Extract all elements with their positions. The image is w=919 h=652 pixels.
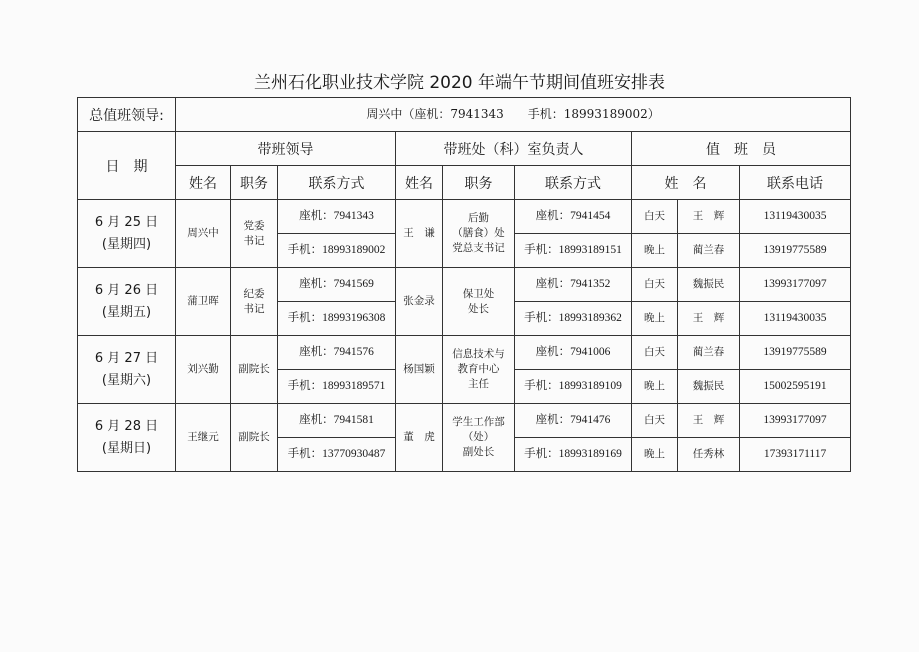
duty-shift: 晚上: [632, 438, 678, 472]
document-title: 兰州石化职业技术学院 2020 年端午节期间值班安排表: [253, 73, 666, 93]
office-position: 学生工作部 （处） 副处长: [443, 404, 515, 472]
duty-phone: 13119430035: [740, 302, 851, 336]
leader-landline: 座机：7941343: [278, 200, 396, 234]
date-cell: [78, 404, 176, 472]
office-position: 信息技术与 教育中心 主任: [443, 336, 515, 404]
date-cell: [78, 268, 176, 336]
duty-phone: 13119430035: [740, 200, 851, 234]
day-row: [78, 404, 851, 438]
duty-phone: 13919775589: [740, 234, 851, 268]
date-text: 6 月 27 日: [94, 350, 159, 366]
leader-mobile: 手机：18993189571: [278, 370, 396, 404]
office-mobile: 手机：18993189151: [515, 234, 632, 268]
group-header-row: [78, 132, 851, 166]
leader-position: 党委 书记: [231, 200, 278, 268]
date-text: 6 月 28 日: [94, 418, 159, 434]
leader-position: 副院长: [231, 336, 278, 404]
date-text: 6 月 25 日: [94, 214, 159, 230]
chief-value: 周兴中（座机：7941343 手机：18993189002）: [176, 98, 851, 132]
duty-shift: 白天: [632, 200, 678, 234]
leader-mobile: 手机：18993196308: [278, 302, 396, 336]
office-landline: 座机：7941352: [515, 268, 632, 302]
duty-phone: 17393171117: [740, 438, 851, 472]
office-position: 保卫处 处长: [443, 268, 515, 336]
date-cell: [78, 200, 176, 268]
date-text: 6 月 26 日: [94, 282, 159, 298]
duty-name: 任秀林: [678, 438, 740, 472]
day-row: [78, 200, 851, 234]
leader-name: 刘兴勤: [176, 336, 231, 404]
office-landline: 座机：7941006: [515, 336, 632, 370]
leader-name: 王继元: [176, 404, 231, 472]
leader-name: 周兴中: [176, 200, 231, 268]
leader-contact-header: 联系方式: [278, 166, 396, 200]
day-row: [78, 268, 851, 302]
date-cell: [78, 336, 176, 404]
duty-phone: 15002595191: [740, 370, 851, 404]
office-mobile: 手机：18993189109: [515, 370, 632, 404]
weekday-text: (星期四): [101, 236, 152, 252]
duty-name: 魏振民: [678, 268, 740, 302]
office-mobile: 手机：18993189362: [515, 302, 632, 336]
office-mobile: 手机：18993189169: [515, 438, 632, 472]
column-header-row: [78, 166, 851, 200]
duty-name: 蔺兰春: [678, 234, 740, 268]
office-landline: 座机：7941476: [515, 404, 632, 438]
duty-name: 蔺兰春: [678, 336, 740, 370]
duty-shift: 晚上: [632, 370, 678, 404]
office-landline: 座机：7941454: [515, 200, 632, 234]
office-contact-header: 联系方式: [515, 166, 632, 200]
duty-schedule-table: [77, 97, 851, 472]
office-name-header: 姓名: [396, 166, 443, 200]
duty-phone: 13993177097: [740, 404, 851, 438]
leader-mobile: 手机：13770930487: [278, 438, 396, 472]
weekday-text: (星期日): [101, 440, 152, 456]
duty-name: 魏振民: [678, 370, 740, 404]
office-position: 后勤 （膳食）处 党总支书记: [443, 200, 515, 268]
duty-group-header: 值 班 员: [632, 132, 851, 166]
leader-name: 蒲卫晖: [176, 268, 231, 336]
duty-name: 王 辉: [678, 404, 740, 438]
duty-phone-header: 联系电话: [740, 166, 851, 200]
leader-position-header: 职务: [231, 166, 278, 200]
office-name: 董 虎: [396, 404, 443, 472]
weekday-text: (星期六): [101, 372, 152, 388]
duty-name-header: 姓 名: [632, 166, 740, 200]
leader-landline: 座机：7941576: [278, 336, 396, 370]
leader-position: 纪委 书记: [231, 268, 278, 336]
day-row: [78, 336, 851, 370]
chief-row: [78, 98, 851, 132]
leader-landline: 座机：7941569: [278, 268, 396, 302]
duty-phone: 13993177097: [740, 268, 851, 302]
duty-shift: 白天: [632, 268, 678, 302]
chief-label: 总值班领导:: [78, 98, 176, 132]
leader-name-header: 姓名: [176, 166, 231, 200]
office-position-header: 职务: [443, 166, 515, 200]
duty-name: 王 辉: [678, 302, 740, 336]
office-name: 王 谦: [396, 200, 443, 268]
office-group-header: 带班处（科）室负责人: [396, 132, 632, 166]
duty-phone: 13919775589: [740, 336, 851, 370]
duty-name: 王 辉: [678, 200, 740, 234]
weekday-text: (星期五): [101, 304, 152, 320]
leader-landline: 座机：7941581: [278, 404, 396, 438]
office-name: 张金录: [396, 268, 443, 336]
leader-position: 副院长: [231, 404, 278, 472]
leader-group-header: 带班领导: [176, 132, 396, 166]
leader-mobile: 手机：18993189002: [278, 234, 396, 268]
date-header: 日 期: [78, 132, 176, 200]
duty-shift: 晚上: [632, 234, 678, 268]
duty-shift: 白天: [632, 404, 678, 438]
duty-shift: 白天: [632, 336, 678, 370]
duty-shift: 晚上: [632, 302, 678, 336]
office-name: 杨国颖: [396, 336, 443, 404]
